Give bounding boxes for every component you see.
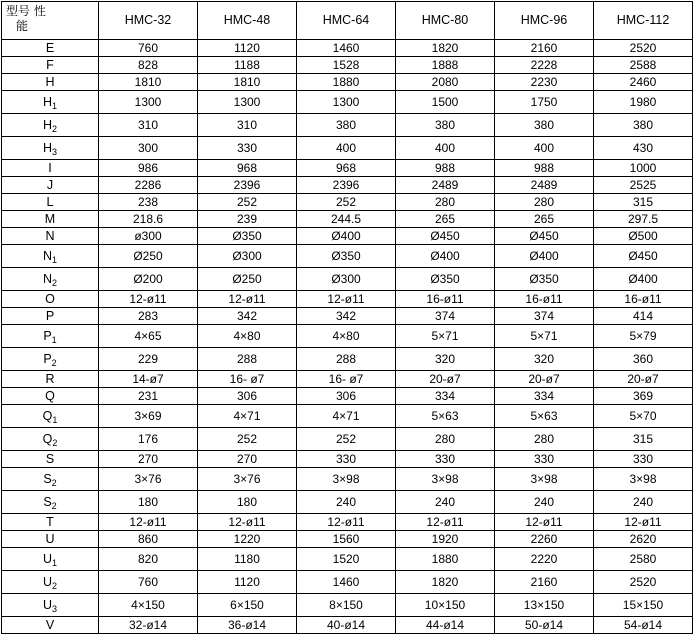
table-cell: 4×65 <box>99 325 198 348</box>
table-cell: 12-ø11 <box>99 514 198 531</box>
table-cell: 430 <box>594 137 693 160</box>
table-cell: 2396 <box>198 177 297 194</box>
row-label <box>2 211 99 228</box>
row-label-subscript: 2 <box>51 500 57 511</box>
table-row <box>2 468 693 491</box>
table-cell: 5×71 <box>495 325 594 348</box>
table-cell: 8×150 <box>297 594 396 617</box>
table-row <box>2 40 693 57</box>
row-label-subscript: 1 <box>52 414 58 425</box>
table-cell: 15×150 <box>594 594 693 617</box>
row-label-letter: H <box>42 140 52 155</box>
row-label-letter: M <box>44 211 56 226</box>
table-cell: 252 <box>297 428 396 451</box>
row-label-letter: H <box>45 74 55 89</box>
table-row <box>2 325 693 348</box>
table-cell: 380 <box>297 114 396 137</box>
table-cell: 14-ø7 <box>99 371 198 388</box>
table-cell: 1180 <box>198 548 297 571</box>
table-cell: 300 <box>99 137 198 160</box>
table-cell: 1188 <box>198 57 297 74</box>
row-label-letter: S <box>45 451 55 466</box>
table-cell: 3×98 <box>297 468 396 491</box>
table-cell: 240 <box>297 491 396 514</box>
column-header: HMC-64 <box>297 2 396 40</box>
row-label-letter: Q <box>42 408 53 423</box>
table-cell: 229 <box>99 348 198 371</box>
table-row <box>2 405 693 428</box>
table-cell: 231 <box>99 388 198 405</box>
corner-label-model: 型号 性 <box>6 4 46 18</box>
row-label <box>2 514 99 531</box>
table-cell: 1220 <box>198 531 297 548</box>
table-cell: 2460 <box>594 74 693 91</box>
table-cell: 1920 <box>396 531 495 548</box>
table-cell: 3×69 <box>99 405 198 428</box>
table-cell: Ø400 <box>495 245 594 268</box>
table-cell: Ø450 <box>495 228 594 245</box>
table-cell: 2220 <box>495 548 594 571</box>
row-label-subscript: 2 <box>52 437 58 448</box>
table-cell: 20-ø7 <box>495 371 594 388</box>
header-row <box>2 2 693 40</box>
table-cell: 16-ø11 <box>594 291 693 308</box>
column-header: HMC-48 <box>198 2 297 40</box>
table-cell: 414 <box>594 308 693 325</box>
table-cell: 16- ø7 <box>297 371 396 388</box>
table-row <box>2 160 693 177</box>
table-cell: 330 <box>594 451 693 468</box>
row-label <box>2 291 99 308</box>
table-cell: Ø450 <box>594 245 693 268</box>
table-cell: 306 <box>297 388 396 405</box>
table-cell: 380 <box>396 114 495 137</box>
corner-header <box>2 2 99 40</box>
table-cell: Ø350 <box>198 228 297 245</box>
table-cell: 2520 <box>594 40 693 57</box>
row-label-letter: U <box>42 574 52 589</box>
row-label-letter: I <box>48 160 52 175</box>
table-cell: 1528 <box>297 57 396 74</box>
table-cell: 180 <box>99 491 198 514</box>
table-cell: 1750 <box>495 91 594 114</box>
table-row <box>2 348 693 371</box>
row-label <box>2 57 99 74</box>
table-cell: Ø300 <box>297 268 396 291</box>
row-label <box>2 388 99 405</box>
row-label <box>2 137 99 160</box>
table-cell: 1810 <box>99 74 198 91</box>
table-cell: 5×63 <box>396 405 495 428</box>
table-row <box>2 74 693 91</box>
table-cell: Ø400 <box>594 268 693 291</box>
table-row <box>2 514 693 531</box>
row-label-subscript: 2 <box>52 277 58 288</box>
row-label-subscript: 2 <box>51 357 57 368</box>
table-cell: 240 <box>396 491 495 514</box>
table-cell: Ø400 <box>297 228 396 245</box>
table-row <box>2 91 693 114</box>
row-label-letter: Q <box>45 388 55 403</box>
row-label-subscript: 1 <box>51 334 57 345</box>
row-label <box>2 114 99 137</box>
table-cell: 20-ø7 <box>396 371 495 388</box>
table-cell: 2620 <box>594 531 693 548</box>
table-row <box>2 57 693 74</box>
table-cell: 330 <box>495 451 594 468</box>
table-cell: 252 <box>198 194 297 211</box>
row-label-letter: H <box>42 117 52 132</box>
table-cell: 374 <box>495 308 594 325</box>
table-cell: 1300 <box>297 91 396 114</box>
row-label-subscript: 1 <box>52 254 58 265</box>
table-cell: 374 <box>396 308 495 325</box>
table-cell: Ø350 <box>495 268 594 291</box>
table-cell: 238 <box>99 194 198 211</box>
table-cell: 280 <box>396 194 495 211</box>
table-row <box>2 388 693 405</box>
table-cell: 4×71 <box>198 405 297 428</box>
table-cell: 342 <box>198 308 297 325</box>
row-label-subscript: 2 <box>52 580 58 591</box>
table-cell: 4×80 <box>198 325 297 348</box>
table-cell: 280 <box>495 194 594 211</box>
table-cell: 2396 <box>297 177 396 194</box>
table-cell: 988 <box>495 160 594 177</box>
table-cell: 252 <box>297 194 396 211</box>
table-cell: 5×63 <box>495 405 594 428</box>
row-label <box>2 371 99 388</box>
table-cell: 2160 <box>495 40 594 57</box>
table-cell: 2260 <box>495 531 594 548</box>
table-cell: 2160 <box>495 571 594 594</box>
table-cell: 288 <box>297 348 396 371</box>
row-label-subscript: 2 <box>51 477 57 488</box>
table-cell: 32-ø14 <box>99 617 198 634</box>
row-label-subscript: 1 <box>52 557 58 568</box>
table-cell: 988 <box>396 160 495 177</box>
row-label <box>2 451 99 468</box>
table-cell: 1460 <box>297 40 396 57</box>
table-cell: Ø300 <box>198 245 297 268</box>
table-cell: 760 <box>99 40 198 57</box>
table-cell: 40-ø14 <box>297 617 396 634</box>
table-cell: 1460 <box>297 571 396 594</box>
table-row <box>2 228 693 245</box>
table-cell: 1120 <box>198 40 297 57</box>
table-cell: 252 <box>198 428 297 451</box>
row-label-letter: U <box>42 597 52 612</box>
table-cell: 820 <box>99 548 198 571</box>
table-cell: 334 <box>495 388 594 405</box>
table-cell: 20-ø7 <box>594 371 693 388</box>
row-label <box>2 571 99 594</box>
table-row <box>2 194 693 211</box>
table-cell: 5×70 <box>594 405 693 428</box>
row-label <box>2 617 99 634</box>
row-label-letter: Q <box>42 431 53 446</box>
table-row <box>2 137 693 160</box>
row-label-letter: N <box>42 271 52 286</box>
table-cell: 342 <box>297 308 396 325</box>
table-row <box>2 428 693 451</box>
table-cell: 1810 <box>198 74 297 91</box>
table-cell: 280 <box>495 428 594 451</box>
table-cell: 4×150 <box>99 594 198 617</box>
row-label-letter: N <box>42 248 52 263</box>
table-cell: 760 <box>99 571 198 594</box>
row-label <box>2 91 99 114</box>
table-cell: 380 <box>594 114 693 137</box>
table-row <box>2 291 693 308</box>
table-cell: 2520 <box>594 571 693 594</box>
corner-label-performance: 能 <box>16 19 29 33</box>
table-cell: 1500 <box>396 91 495 114</box>
table-cell: 1300 <box>99 91 198 114</box>
table-cell: 16-ø11 <box>495 291 594 308</box>
row-label-letter: F <box>46 57 54 72</box>
table-cell: 5×71 <box>396 325 495 348</box>
table-cell: 380 <box>495 114 594 137</box>
row-label <box>2 177 99 194</box>
row-label <box>2 245 99 268</box>
table-cell: 306 <box>198 388 297 405</box>
table-cell: 16- ø7 <box>198 371 297 388</box>
row-label <box>2 228 99 245</box>
table-cell: 2588 <box>594 57 693 74</box>
table-cell: 828 <box>99 57 198 74</box>
row-label-letter: P <box>43 351 52 366</box>
table-cell: 36-ø14 <box>198 617 297 634</box>
table-cell: Ø250 <box>99 245 198 268</box>
row-label-letter: R <box>45 371 55 386</box>
table-cell: 2228 <box>495 57 594 74</box>
table-cell: 270 <box>198 451 297 468</box>
row-label <box>2 160 99 177</box>
table-cell: 265 <box>495 211 594 228</box>
table-cell: Ø200 <box>99 268 198 291</box>
row-label <box>2 531 99 548</box>
table-row <box>2 114 693 137</box>
row-label-letter: P <box>45 308 55 323</box>
table-cell: 12-ø11 <box>396 514 495 531</box>
table-cell: 330 <box>396 451 495 468</box>
row-label-letter: O <box>45 291 55 306</box>
table-cell: 12-ø11 <box>297 291 396 308</box>
spec-table-container <box>1 1 693 634</box>
table-cell: 3×98 <box>396 468 495 491</box>
table-cell: 968 <box>198 160 297 177</box>
table-cell: Ø350 <box>396 268 495 291</box>
column-header: HMC-32 <box>99 2 198 40</box>
table-cell: 400 <box>396 137 495 160</box>
table-row <box>2 531 693 548</box>
table-cell: 218.6 <box>99 211 198 228</box>
row-label <box>2 74 99 91</box>
table-cell: 400 <box>495 137 594 160</box>
table-row <box>2 548 693 571</box>
table-row <box>2 245 693 268</box>
row-label <box>2 491 99 514</box>
table-cell: 360 <box>594 348 693 371</box>
row-label-letter: T <box>46 514 54 529</box>
table-cell: Ø400 <box>396 245 495 268</box>
row-label <box>2 468 99 491</box>
table-cell: 3×76 <box>198 468 297 491</box>
table-cell: 12-ø11 <box>297 514 396 531</box>
table-cell: 240 <box>594 491 693 514</box>
row-label <box>2 40 99 57</box>
row-label <box>2 325 99 348</box>
table-cell: 330 <box>297 451 396 468</box>
column-header: HMC-112 <box>594 2 693 40</box>
table-cell: 4×80 <box>297 325 396 348</box>
column-header: HMC-96 <box>495 2 594 40</box>
table-cell: 1880 <box>396 548 495 571</box>
table-cell: Ø250 <box>198 268 297 291</box>
table-cell: 265 <box>396 211 495 228</box>
table-cell: 2580 <box>594 548 693 571</box>
table-cell: 1000 <box>594 160 693 177</box>
table-row <box>2 571 693 594</box>
table-cell: 297.5 <box>594 211 693 228</box>
table-cell: 10×150 <box>396 594 495 617</box>
table-cell: 400 <box>297 137 396 160</box>
row-label-letter: S <box>43 494 52 509</box>
table-cell: 1120 <box>198 571 297 594</box>
table-cell: 4×71 <box>297 405 396 428</box>
table-cell: 1520 <box>297 548 396 571</box>
table-cell: 334 <box>396 388 495 405</box>
table-cell: 244.5 <box>297 211 396 228</box>
table-cell: 3×76 <box>99 468 198 491</box>
table-cell: 330 <box>198 137 297 160</box>
table-cell: 310 <box>99 114 198 137</box>
row-label-letter: V <box>45 617 55 632</box>
table-cell: 1300 <box>198 91 297 114</box>
table-cell: 240 <box>495 491 594 514</box>
table-cell: 1980 <box>594 91 693 114</box>
row-label-letter: N <box>45 228 55 243</box>
table-cell: 369 <box>594 388 693 405</box>
row-label-letter: U <box>42 551 52 566</box>
table-cell: 2230 <box>495 74 594 91</box>
row-label-subscript: 2 <box>52 123 58 134</box>
table-cell: 310 <box>198 114 297 137</box>
table-row <box>2 211 693 228</box>
row-label <box>2 348 99 371</box>
table-cell: 12-ø11 <box>198 514 297 531</box>
table-cell: 860 <box>99 531 198 548</box>
table-cell: 2080 <box>396 74 495 91</box>
table-row <box>2 451 693 468</box>
table-cell: 2286 <box>99 177 198 194</box>
table-cell: 239 <box>198 211 297 228</box>
table-row <box>2 617 693 634</box>
table-cell: Ø350 <box>297 245 396 268</box>
table-cell: 180 <box>198 491 297 514</box>
row-label <box>2 405 99 428</box>
row-label <box>2 428 99 451</box>
table-cell: Ø500 <box>594 228 693 245</box>
row-label-letter: J <box>46 177 54 192</box>
table-cell: 283 <box>99 308 198 325</box>
row-label <box>2 268 99 291</box>
table-cell: 50-ø14 <box>495 617 594 634</box>
table-cell: 315 <box>594 194 693 211</box>
column-header: HMC-80 <box>396 2 495 40</box>
table-cell: Ø450 <box>396 228 495 245</box>
table-cell: 1820 <box>396 40 495 57</box>
row-label <box>2 194 99 211</box>
row-label-subscript: 1 <box>52 100 58 111</box>
row-label-letter: L <box>46 194 54 209</box>
table-cell: 315 <box>594 428 693 451</box>
row-label-subscript: 3 <box>52 603 58 614</box>
table-cell: 320 <box>495 348 594 371</box>
table-cell: 288 <box>198 348 297 371</box>
table-row <box>2 268 693 291</box>
table-cell: 986 <box>99 160 198 177</box>
table-row <box>2 308 693 325</box>
table-row <box>2 594 693 617</box>
table-cell: 270 <box>99 451 198 468</box>
table-cell: 6×150 <box>198 594 297 617</box>
table-cell: 968 <box>297 160 396 177</box>
table-row <box>2 491 693 514</box>
table-cell: 16-ø11 <box>396 291 495 308</box>
row-label-letter: H <box>42 94 52 109</box>
table-cell: 320 <box>396 348 495 371</box>
table-cell: 12-ø11 <box>594 514 693 531</box>
row-label <box>2 308 99 325</box>
table-cell: 2525 <box>594 177 693 194</box>
table-cell: 12-ø11 <box>495 514 594 531</box>
table-cell: 280 <box>396 428 495 451</box>
row-label-letter: U <box>45 531 55 546</box>
table-cell: 2489 <box>495 177 594 194</box>
row-label <box>2 548 99 571</box>
table-row <box>2 371 693 388</box>
row-label-letter: S <box>43 471 52 486</box>
row-label <box>2 594 99 617</box>
table-cell: 3×98 <box>495 468 594 491</box>
table-cell: 44-ø14 <box>396 617 495 634</box>
table-cell: 12-ø11 <box>99 291 198 308</box>
table-row <box>2 177 693 194</box>
table-cell: 1888 <box>396 57 495 74</box>
row-label-letter: P <box>43 328 52 343</box>
table-cell: 1820 <box>396 571 495 594</box>
table-cell: 5×79 <box>594 325 693 348</box>
table-cell: 1880 <box>297 74 396 91</box>
table-cell: 176 <box>99 428 198 451</box>
spec-table <box>1 1 693 634</box>
table-cell: 2489 <box>396 177 495 194</box>
row-label-letter: E <box>45 40 55 55</box>
table-cell: 54-ø14 <box>594 617 693 634</box>
table-cell: 1560 <box>297 531 396 548</box>
row-label-subscript: 3 <box>52 146 58 157</box>
table-cell: ø300 <box>99 228 198 245</box>
table-cell: 12-ø11 <box>198 291 297 308</box>
table-cell: 3×98 <box>594 468 693 491</box>
table-cell: 13×150 <box>495 594 594 617</box>
